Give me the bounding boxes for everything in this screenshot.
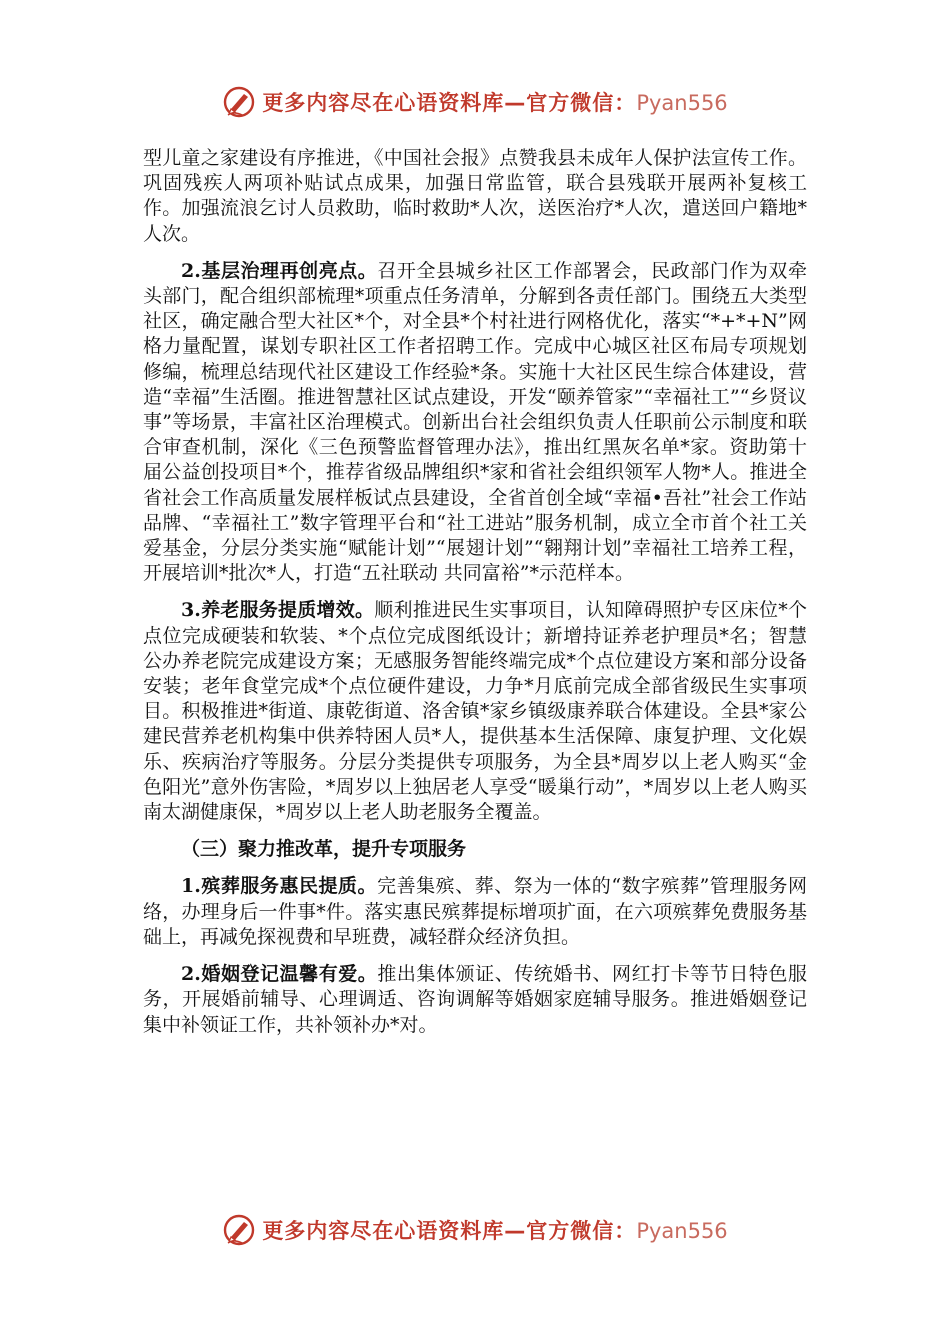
document-body [143, 146, 807, 1050]
wechat-id: Pyan556 [636, 91, 728, 115]
item-body: 顺利推进民生实事项目，认知障碍照护专区床位*个点位完成硬装和软装、*个点位完成图纸设计；新增持证养老护理员*名；智慧公办养老院完成建设方案；无感服务智能终端完成*个点位建设方案和部分设备安装；老年食堂完成*个点位硬件建设，力争*月底前完成全部省级民生实事项目。积极推进*街道、康乾街道、洛舍镇*家乡镇级康养联合体建设。全县*家公建民营养老机构集中供养特困人员*人，提供基本生活保障、康复护理、文化娱乐、疾病治疗等服务。分层分类提供专项服务，为全县*周岁以上老人购买“金色阳光”意外伤害险，*周岁以上独居老人享受“暖巢行动”，*周岁以上老人购买南太湖健康保，*周岁以上老人助老服务全覆盖。 [143, 599, 807, 824]
paragraph-marriage-registration [143, 962, 807, 1038]
item-heading: 3.养老服务提质增效。 [181, 599, 375, 622]
item-heading: 2.基层治理再创亮点。 [181, 259, 378, 282]
paragraph-grassroots-governance [143, 259, 807, 587]
item-body: 召开全县城乡社区工作部署会，民政部门作为双牵头部门，配合组织部梳理*项重点任务清单，分解到各责任部门。围绕五大类型社区，确定融合型大社区*个，对全县*个村社进行网格优化，落实“*+*+N”网格力量配置，谋划专职社区工作者招聘工作。完成中心城区社区布局专项规划修编，梳理总结现代社区建设工作经验*条。实施十大社区民生综合体建设，营造“幸福”生活圈。推进智慧社区试点建设，开发“颐养管家”“幸福社工”“乡贤议事”等场景，丰富社区治理模式。创新出台社会组织负责人任职前公示制度和联合审查机制，深化《三色预警监督管理办法》，推出红黑灰名单*家。资助第十届公益创投项目*个，推荐省级品牌组织*家和省社会组织领军人物*人。推进全省社会工作高质量发展样板试点县建设，全省首创全域“幸福•吾社”社会工作站品牌、“幸福社工”数字管理平台和“社工进站”服务机制，成立全市首个社工关爱基金，分层分类实施“赋能计划”“展翅计划”“翱翔计划”幸福社工培养工程，开展培训*批次*人，打造“五社联动 共同富裕”*示范样本。 [143, 259, 807, 585]
paragraph-funeral-services [143, 874, 807, 950]
pen-logo-icon [222, 85, 256, 119]
banner-text: 更多内容尽在心语资料库—官方微信：Pyan556 [262, 91, 728, 115]
paragraph-continuation: 型儿童之家建设有序推进，《中国社会报》点赞我县未成年人保护法宣传工作。巩固残疾人两项补贴试点成果，加强日常监管，联合县残联开展两补复核工作。加强流浪乞讨人员救助，临时救助*人次，送医治疗*人次，遣送回户籍地*人次。 [143, 147, 807, 245]
paragraph-elderly-services [143, 598, 807, 825]
item-heading: 1.殡葬服务惠民提质。 [181, 875, 378, 898]
header-watermark-banner [0, 82, 950, 122]
footer-watermark-banner [0, 1210, 950, 1250]
banner-text: 更多内容尽在心语资料库—官方微信：Pyan556 [262, 1219, 728, 1243]
item-heading: 2.婚姻登记温馨有爱。 [181, 963, 378, 986]
section-heading: （三）聚力推改革，提升专项服务 [181, 838, 467, 861]
item-body: 完善集殡、葬、祭为一体的“数字殡葬”管理服务网络，办理身后一件事*件。落实惠民殡葬提标增项扩面，在六项殡葬免费服务基础上，再减免探视费和早班费，减轻群众经济负担。 [143, 875, 807, 948]
pen-logo-icon [222, 1213, 256, 1247]
item-body: 推出集体颁证、传统婚书、网红打卡等节日特色服务，开展婚前辅导、心理调适、咨询调解等婚姻家庭辅导服务。推进婚姻登记集中补领证工作，共补领补办*对。 [143, 963, 807, 1036]
wechat-id: Pyan556 [636, 1219, 728, 1243]
